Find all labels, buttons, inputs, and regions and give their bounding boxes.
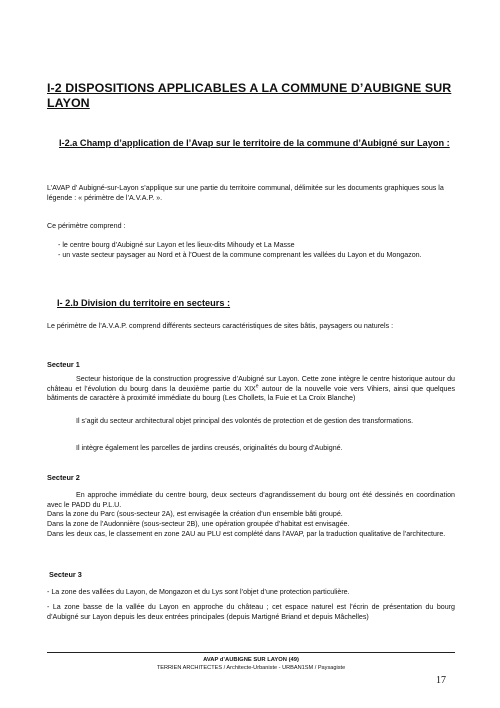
- secteur3-line: - La zone des vallées du Layon, de Mongazon et du Lys sont l’objet d’une protection particulière.: [47, 588, 350, 596]
- secteur2-line: Dans la zone du Parc (sous-secteur 2A), est envisagée la création d’un ensemble bâti groupé.: [47, 510, 343, 518]
- secteur1-paragraph: Secteur historique de la construction progressive d’Aubigné sur Layon. Cette zone intègre le centre historique autour du château et l’évolution du bourg dans la deuxième partie du XIXe autour de la nouvelle voie vers Vihiers, ainsi que quelques bâtiments de caractère à proximité immédiate du bourg (Les Chollets, la Fuie et La Croix Blanche): [47, 375, 455, 403]
- footer-divider: [47, 652, 455, 653]
- footer-credits: TERRIEN ARCHITECTES / Architecte-Urbaniste - URBAN1SM / Paysagiste: [156, 665, 346, 671]
- perimetre-item: - le centre bourg d’Aubigné sur Layon et les lieux-dits Mihoudy et La Masse: [58, 241, 295, 249]
- perimetre-item: - un vaste secteur paysager au Nord et à l’Ouest de la commune comprenant les vallées du Layon et du Mongazon.: [58, 251, 422, 259]
- page-number: 17: [436, 675, 446, 686]
- secteur2-title: Secteur 2: [47, 473, 80, 482]
- secteur3-title: Secteur 3: [49, 570, 82, 579]
- secteur3-line: - La zone basse de la vallée du Layon en approche du château ; cet espace naturel est l’écrin de présentation du bourg d’Aubigné sur Layon depuis les deux entrées principales (depuis Martigné Briand et depuis Mâchelles): [47, 603, 455, 621]
- secteur1-paragraph: Il s’agit du secteur architectural objet principal des volontés de protection et de gestion des transformations.: [76, 417, 414, 425]
- perimetre-intro: Ce périmètre comprend :: [47, 222, 126, 230]
- division-intro: Le périmètre de l’A.V.A.P. comprend différents secteurs caractéristiques de sites bâtis, paysagers ou naturels :: [47, 322, 394, 330]
- secteur1-title: Secteur 1: [47, 360, 80, 369]
- section-heading: I-2 DISPOSITIONS APPLICABLES A LA COMMUNE D’AUBIGNE SUR LAYON: [47, 81, 452, 110]
- secteur2-paragraph: En approche immédiate du centre bourg, deux secteurs d’agrandissement du bourg ont été dessinés en coordination avec le PADD du P.L.U.: [47, 491, 455, 509]
- secteur2-line: Dans les deux cas, le classement en zone 2AU au PLU est complété dans l’AVAP, par la traduction qualitative de l’architecture.: [47, 530, 446, 538]
- subheading-division: I- 2.b Division du territoire en secteurs :: [57, 298, 231, 308]
- secteur1-paragraph: Il intègre également les parcelles de jardins creusés, originalités du bourg d’Aubigné.: [76, 444, 343, 452]
- footer-title: AVAP d’AUBIGNE SUR LAYON (49): [203, 657, 299, 663]
- intro-paragraph: L’AVAP d’ Aubigné-sur-Layon s’applique sur une partie du territoire communal, délimitée sur les documents graphiques sous la légende : « périmètre de l’A.V.A.P. ».: [47, 184, 444, 202]
- subheading-champ-application: I-2.a Champ d’application de l’Avap sur le territoire de la commune d’Aubigné sur Layon :: [59, 138, 450, 148]
- secteur2-line: Dans la zone de l’Audonnière (sous-secteur 2B), une opération groupée d’habitat est envisagée.: [47, 520, 350, 528]
